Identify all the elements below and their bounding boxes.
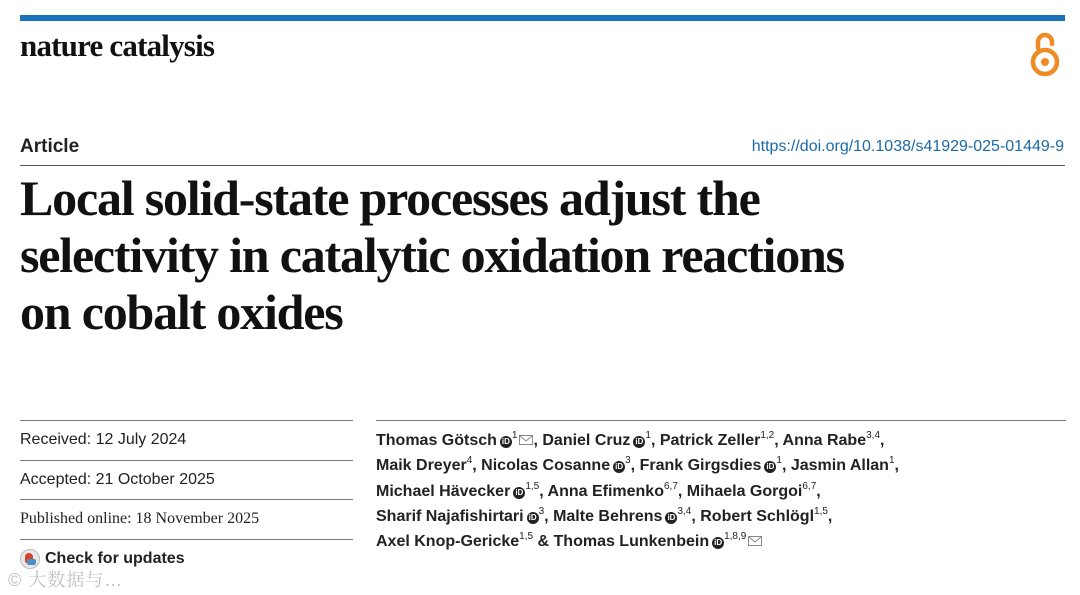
published-date: Published online: 18 November 2025 <box>20 510 260 527</box>
authors-divider <box>376 420 1066 421</box>
author-name[interactable]: Frank Girgsdies <box>639 457 762 475</box>
article-type: Article <box>20 136 80 157</box>
email-icon[interactable] <box>748 536 762 546</box>
author-list <box>376 428 1066 554</box>
author-line <box>376 428 1066 453</box>
author-line <box>376 504 1066 529</box>
author-name[interactable]: Jasmin Allan <box>790 457 889 475</box>
orcid-icon[interactable]: iD <box>515 487 524 497</box>
divider <box>20 499 353 500</box>
title-line-2: selectivity in catalytic oxidation reactions <box>20 227 844 283</box>
separator: , <box>816 482 821 500</box>
title-line-1: Local solid-state processes adjust the <box>20 170 760 226</box>
affiliation-number: 1,5 <box>814 505 828 517</box>
author-name[interactable]: Malte Behrens <box>553 507 663 525</box>
separator: , <box>774 432 783 449</box>
author-name[interactable]: Mihaela Gorgoi <box>686 482 803 500</box>
author-name[interactable]: Robert Schlögl <box>700 507 815 525</box>
affiliation-number: 1,5 <box>525 480 540 492</box>
divider <box>20 420 353 421</box>
affiliation-number: 6,7 <box>802 480 817 492</box>
author-name[interactable]: Axel Knop-Gericke <box>376 533 520 551</box>
doi-link[interactable]: https://doi.org/10.1038/s41929-025-01449-9 <box>751 138 1064 155</box>
separator: , <box>827 507 833 525</box>
author-name[interactable]: Sharif Najafishirtari <box>376 507 524 525</box>
affiliation-number: 1 <box>888 455 895 467</box>
title-line-3: on cobalt oxides <box>20 284 343 340</box>
affiliation-number: 1,2 <box>760 430 775 441</box>
check-updates-button[interactable]: Check for updates <box>45 550 185 567</box>
header-rule <box>20 15 1065 21</box>
watermark: © 大数据与… <box>8 570 124 590</box>
separator: , <box>650 432 660 449</box>
author-name[interactable]: Anna Efimenko <box>547 482 664 500</box>
author-name[interactable]: Anna Rabe <box>782 432 867 449</box>
orcid-icon[interactable]: iD <box>667 512 676 522</box>
separator: , <box>880 432 885 449</box>
affiliation-number: 6,7 <box>663 480 678 492</box>
author-line <box>376 529 1066 554</box>
separator: , <box>677 482 687 500</box>
affiliation-number: 1 <box>776 455 782 467</box>
separator: , <box>894 457 899 475</box>
separator: , <box>630 457 640 475</box>
affiliation-number: 1 <box>511 430 518 441</box>
author-line <box>376 479 1066 504</box>
orcid-icon[interactable]: iD <box>528 512 537 522</box>
orcid-icon[interactable]: iD <box>766 462 775 472</box>
separator: & <box>533 533 554 551</box>
author-line <box>376 453 1066 478</box>
orcid-icon[interactable]: iD <box>714 538 723 548</box>
orcid-icon[interactable]: iD <box>615 462 624 472</box>
affiliation-number: 3,4 <box>866 430 881 441</box>
divider <box>20 460 353 461</box>
separator: , <box>691 507 701 525</box>
divider <box>20 539 353 540</box>
article-title <box>20 170 1060 341</box>
author-name[interactable]: Patrick Zeller <box>659 432 761 449</box>
separator: , <box>544 507 554 525</box>
author-name[interactable]: Maik Dreyer <box>376 457 467 475</box>
author-name[interactable]: Daniel Cruz <box>542 432 631 449</box>
author-name[interactable]: Thomas Götsch <box>376 432 497 449</box>
author-name[interactable]: Nicolas Cosanne <box>481 457 611 475</box>
journal-name[interactable]: nature catalysis <box>20 28 215 63</box>
accepted-date: Accepted: 21 October 2025 <box>20 471 215 488</box>
orcid-icon[interactable]: iD <box>635 437 644 446</box>
open-access-icon <box>1028 30 1062 78</box>
orcid-icon[interactable]: iD <box>501 437 510 446</box>
author-name[interactable]: Thomas Lunkenbein <box>553 533 710 551</box>
email-icon[interactable] <box>519 435 533 445</box>
separator: , <box>539 482 548 500</box>
affiliation-number: 1 <box>645 430 651 441</box>
title-rule <box>20 165 1065 166</box>
received-date: Received: 12 July 2024 <box>20 431 187 448</box>
affiliation-number: 4 <box>466 455 473 467</box>
affiliation-number: 1,5 <box>519 531 534 543</box>
separator: , <box>533 432 543 449</box>
separator: , <box>781 457 791 475</box>
affiliation-number: 3,4 <box>677 505 692 517</box>
affiliation-number: 1,8,9 <box>724 531 747 543</box>
affiliation-number: 3 <box>625 455 631 467</box>
separator: , <box>472 457 482 475</box>
affiliation-number: 3 <box>538 505 545 517</box>
author-name[interactable]: Michael Hävecker <box>376 482 511 500</box>
